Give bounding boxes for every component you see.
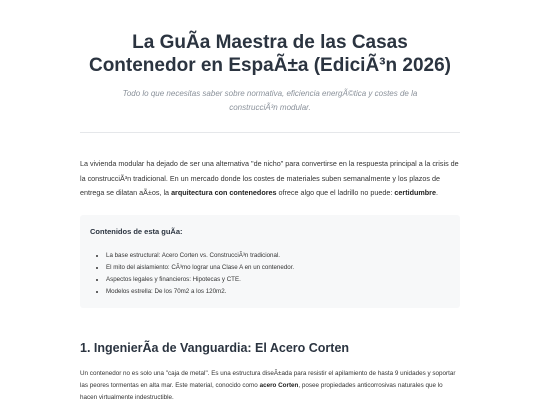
toc-item: • Modelos estrella: De los 70m2 a los 120m2. xyxy=(106,286,450,298)
toc-title: Contenidos de esta guÃa: xyxy=(90,226,183,236)
intro-text-3: . xyxy=(435,188,438,197)
intro-bold-2: certidumbre xyxy=(394,188,436,197)
intro-paragraph xyxy=(80,157,460,201)
divider xyxy=(80,132,460,133)
section-heading: 1. IngenierÃa de Vanguardia: El Acero Corten xyxy=(80,341,350,356)
table-of-contents xyxy=(80,215,460,309)
toc-item: • El mito del aislamiento: CÃ³mo lograr una Clase A en un contenedor. xyxy=(106,262,450,274)
toc-item: • La base estructural: Acero Corten vs. ConstrucciÃ³n tradicional. xyxy=(106,250,450,262)
section-text-2: , posee propiedades anticorrosivas naturales que lo hacen virtualmente indestructible. xyxy=(80,382,443,402)
section-paragraph xyxy=(80,368,460,404)
intro-text-1: La vivienda modular ha dejado de ser una alternativa "de nicho" para convertirse en la respuesta principal a la crisis de la construcciÃ³n tradicional. En un mercado donde los costes de materiales suben semanalmente y los plazos de entrega se dilatan aÃ±os, la xyxy=(80,159,459,197)
intro-text-2: ofrece algo que el ladrillo no puede: xyxy=(276,188,395,197)
toc-list xyxy=(90,250,450,299)
section-bold-1: acero Corten xyxy=(259,382,299,390)
intro-bold-1: arquitectura con contenedores xyxy=(171,188,277,197)
page-subtitle: Todo lo que necesitas saber sobre normativa, eficiencia energÃ©tica y costes de la construcciÃ³n modular. xyxy=(122,89,418,112)
page-title: La GuÃa Maestra de las Casas Contenedor en EspaÃ±a (EdiciÃ³n 2026) xyxy=(88,32,451,76)
section-text-1: Un contenedor no es solo una "caja de metal". Es una estructura diseÃ±ada para resistir el apilamiento de hasta 9 unidades y soportar las peores tormentas en alta mar. Este material, conocido como xyxy=(80,370,456,390)
toc-item: • Aspectos legales y financieros: Hipotecas y CTE. xyxy=(106,274,450,286)
